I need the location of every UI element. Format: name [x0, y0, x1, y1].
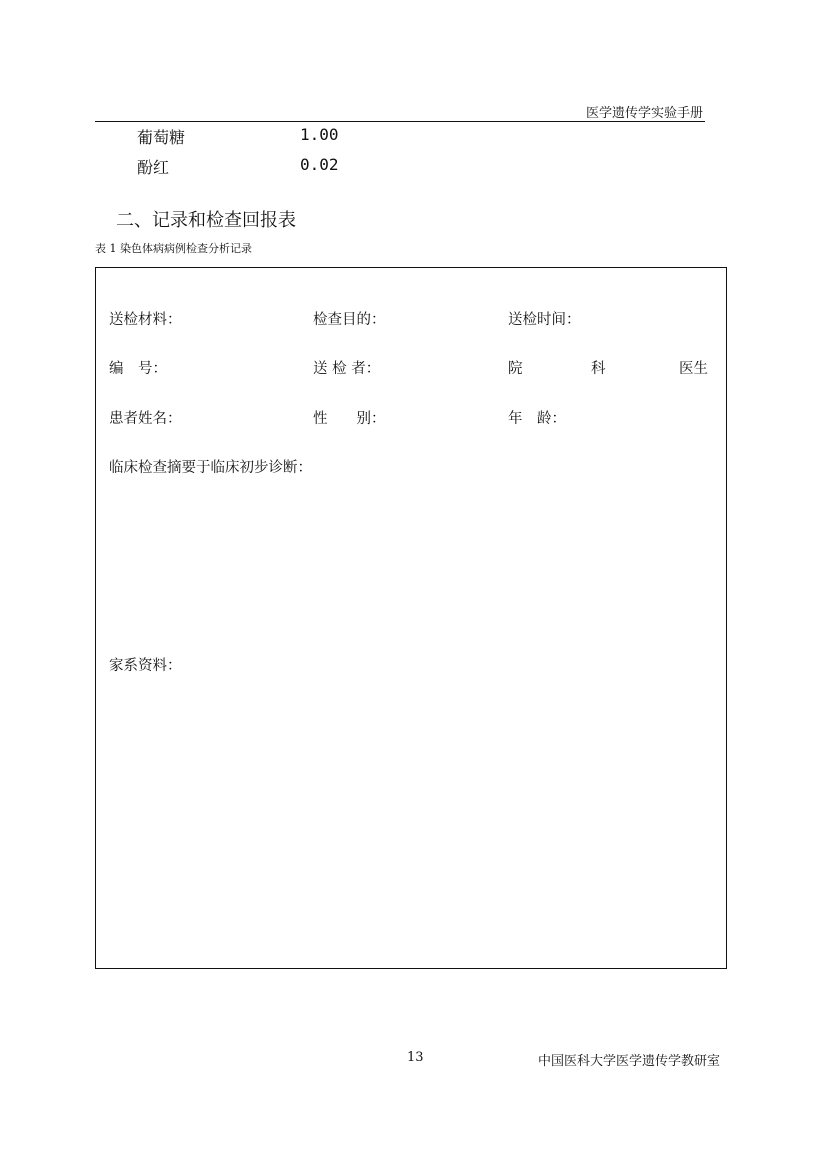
reagent-amount: 0.02	[300, 155, 339, 174]
record-form-box	[95, 267, 727, 969]
gender-label: 性 别：	[313, 411, 386, 427]
reagent-name: 酚红	[137, 158, 170, 177]
number-label: 编 号：	[109, 361, 167, 377]
reagent-name: 葡萄糖	[137, 128, 186, 147]
doctor-label: 医生	[679, 361, 708, 377]
clinical-summary-label: 临床检查摘要于临床初步诊断：	[109, 460, 312, 476]
page-number: 13	[407, 1050, 424, 1065]
hospital-label: 院	[508, 361, 523, 377]
header-divider	[95, 121, 705, 122]
patient-name-label: 患者姓名：	[109, 411, 182, 427]
submit-time-label: 送检时间：	[508, 312, 581, 328]
reagent-amount: 1.00	[300, 125, 339, 144]
department-label: 科	[591, 361, 606, 377]
exam-purpose-label: 检查目的：	[313, 312, 386, 328]
sample-material-label: 送检材料：	[109, 312, 182, 328]
table-caption: 表 1 染色体病病例检查分析记录	[95, 242, 252, 255]
submitter-label: 送 检 者：	[313, 361, 381, 377]
footer-organization: 中国医科大学医学遗传学教研室	[537, 1054, 720, 1069]
family-info-label: 家系资料：	[109, 658, 182, 674]
age-label: 年 龄：	[508, 411, 566, 427]
section-title: 二、记录和检查回报表	[116, 210, 296, 231]
running-header: 医学遗传学实验手册	[585, 106, 703, 121]
